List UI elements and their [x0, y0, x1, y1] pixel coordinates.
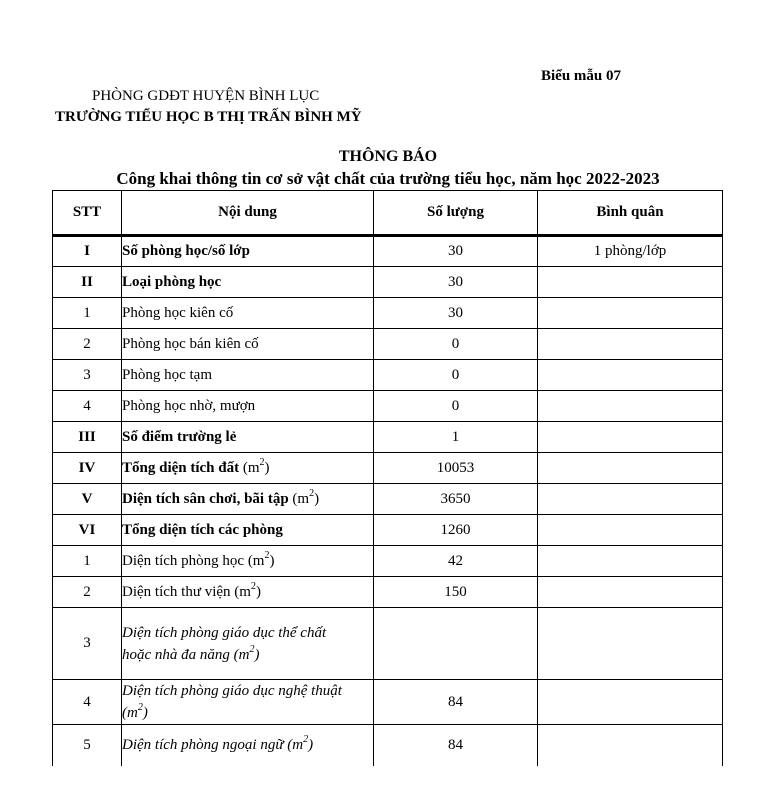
row-content: Phòng học tạm — [122, 360, 374, 391]
row-average — [538, 515, 723, 546]
table-header-row — [53, 191, 723, 236]
row-content-text: Diện tích phòng giáo dục thể chất hoặc nhà đa năng — [122, 624, 327, 663]
row-quantity: 150 — [374, 577, 538, 608]
table-row — [53, 298, 723, 329]
row-stt: 2 — [53, 329, 122, 360]
column-header-average: Bình quân — [538, 191, 723, 236]
table-row — [53, 680, 723, 725]
row-average — [538, 546, 723, 577]
table-row — [53, 360, 723, 391]
row-content-text: Diện tích phòng ngoại ngữ — [122, 737, 284, 754]
table-row — [53, 453, 723, 484]
row-quantity — [374, 608, 538, 680]
column-header-stt: STT — [53, 191, 122, 236]
table-row — [53, 236, 723, 267]
column-header-quantity: Số lượng — [374, 191, 538, 236]
row-content: Tổng diện tích các phòng — [122, 515, 374, 546]
row-unit: $(m^2)$ — [242, 456, 270, 476]
row-quantity: 84 — [374, 725, 538, 766]
row-content — [122, 453, 374, 484]
row-content-text: Diện tích phòng giáo dục nghệ thuật — [122, 683, 342, 699]
table-row — [53, 329, 723, 360]
row-stt: 1 — [53, 298, 122, 329]
row-content: Phòng học nhờ, mượn — [122, 391, 374, 422]
agency-name: PHÒNG GDĐT HUYỆN BÌNH LỤC — [92, 88, 320, 104]
row-content — [122, 484, 374, 515]
row-quantity: 3650 — [374, 484, 538, 515]
form-number: Biểu mẫu 07 — [541, 68, 622, 84]
row-stt: 4 — [53, 391, 122, 422]
row-average — [538, 267, 723, 298]
row-content — [122, 725, 374, 766]
row-average — [538, 608, 723, 680]
row-stt: V — [53, 484, 122, 515]
row-content: Phòng học kiên cố — [122, 298, 374, 329]
row-average — [538, 298, 723, 329]
notice-subtitle: Công khai thông tin cơ sở vật chất của trường tiểu học, năm học 2022-2023 — [116, 169, 660, 188]
row-stt: III — [53, 422, 122, 453]
table-row — [53, 267, 723, 298]
row-content-text: Tổng diện tích đất — [122, 459, 240, 476]
row-content: Số phòng học/số lớp — [122, 236, 374, 267]
row-stt: I — [53, 236, 122, 267]
row-stt: II — [53, 267, 122, 298]
row-average — [538, 422, 723, 453]
row-quantity: 10053 — [374, 453, 538, 484]
row-content — [122, 680, 374, 725]
row-stt: IV — [53, 453, 122, 484]
row-content — [122, 608, 374, 680]
row-content: Số điểm trường lẻ — [122, 422, 374, 453]
row-quantity: 0 — [374, 329, 538, 360]
row-quantity: 30 — [374, 236, 538, 267]
row-content-text: Diện tích phòng học — [122, 552, 245, 569]
row-average — [538, 360, 723, 391]
column-header-content: Nội dung — [122, 191, 374, 236]
row-average — [538, 329, 723, 360]
row-quantity: 30 — [374, 298, 538, 329]
table-row — [53, 608, 723, 680]
row-unit: $(m^2)$ — [247, 549, 275, 569]
row-stt: 5 — [53, 725, 122, 766]
row-content — [122, 577, 374, 608]
row-quantity: 1260 — [374, 515, 538, 546]
row-unit: $(m^2)$ — [287, 734, 314, 754]
row-stt: 3 — [53, 360, 122, 391]
row-average — [538, 453, 723, 484]
table-row — [53, 577, 723, 608]
table-row — [53, 546, 723, 577]
row-average: 1 phòng/lớp — [538, 236, 723, 267]
row-content: Loại phòng học — [122, 267, 374, 298]
row-content: Phòng học bán kiên cố — [122, 329, 374, 360]
table-row — [53, 725, 723, 766]
facilities-table — [52, 190, 723, 766]
school-name: TRƯỜNG TIỂU HỌC B THỊ TRẤN BÌNH MỸ — [55, 109, 362, 125]
table-row — [53, 422, 723, 453]
row-average — [538, 391, 723, 422]
row-quantity: 1 — [374, 422, 538, 453]
row-stt: 1 — [53, 546, 122, 577]
row-quantity: 0 — [374, 391, 538, 422]
row-stt: VI — [53, 515, 122, 546]
row-quantity: 42 — [374, 546, 538, 577]
row-average — [538, 577, 723, 608]
table-row — [53, 484, 723, 515]
row-content — [122, 546, 374, 577]
row-quantity: 84 — [374, 680, 538, 725]
row-unit: $(m^2)$ — [292, 487, 320, 507]
row-content-text: Diện tích sân chơi, bãi tập — [122, 490, 289, 507]
notice-title: THÔNG BÁO — [338, 148, 438, 165]
table-row — [53, 391, 723, 422]
row-content-text: Diện tích thư viện — [122, 583, 231, 600]
row-quantity: 0 — [374, 360, 538, 391]
row-stt: 3 — [53, 608, 122, 680]
row-unit: $(m^2)$ — [234, 580, 261, 600]
row-quantity: 30 — [374, 267, 538, 298]
row-average — [538, 680, 723, 725]
row-stt: 2 — [53, 577, 122, 608]
row-stt: 4 — [53, 680, 122, 725]
row-average — [538, 484, 723, 515]
row-unit: $(m^2)$ — [233, 643, 260, 663]
row-average — [538, 725, 723, 766]
row-unit: $(m^2)$ — [122, 702, 148, 721]
table-row — [53, 515, 723, 546]
